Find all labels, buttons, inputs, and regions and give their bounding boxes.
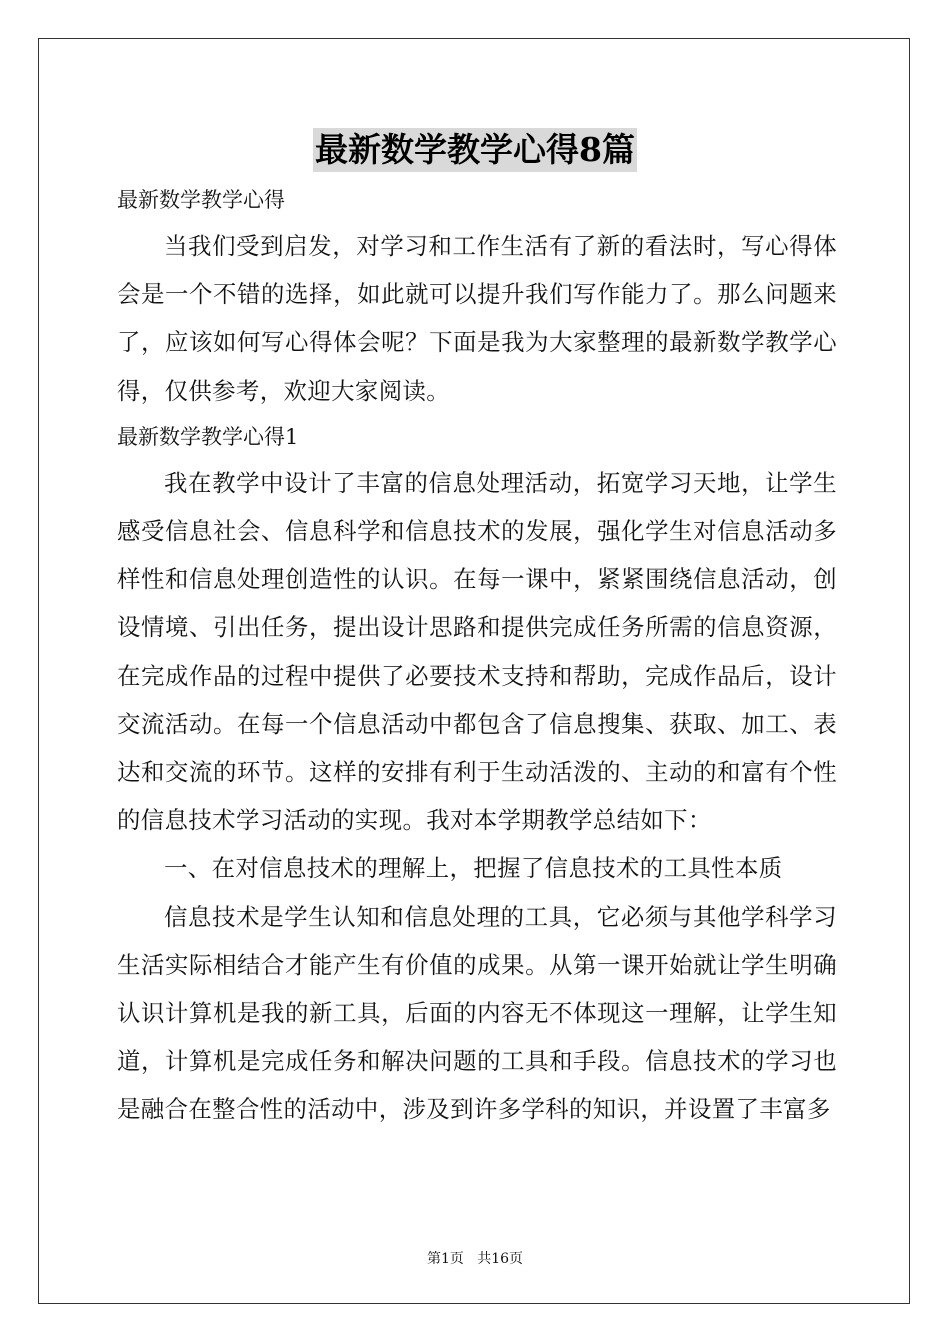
section1-paragraph-1: 我在教学中设计了丰富的信息处理活动，拓宽学习天地，让学生感受信息社会、信息科学和信息技术的发展，强化学生对信息活动多样性和信息处理创造性的认识。在每一课中，紧紧围绕信息活动，创设情境、引出任务，提出设计思路和提供完成任务所需的信息资源，在完成作品的过程中提供了必要技术支持和帮助，完成作品后，设计交流活动。在每一个信息活动中都包含了信息搜集、获取、加工、表达和交流的环节。这样的安排有利于生动活泼的、主动的和富有个性的信息技术学习活动的实现。我对本学期教学总结如下：: [117, 468, 837, 835]
section1-point-1: 一、在对信息技术的理解上，把握了信息技术的工具性本质: [164, 854, 783, 883]
intro-paragraph: 当我们受到启发，对学习和工作生活有了新的看法时，写心得体会是一个不错的选择，如此就可以提升我们写作能力了。那么问题来了，应该如何写心得体会呢？下面是我为大家整理的最新数学教学心得，仅供参考，欢迎大家阅读。: [117, 232, 837, 405]
page-footer: 第1页 共16页: [426, 1251, 524, 1267]
section1-heading: 最新数学教学心得1: [117, 424, 299, 449]
document-body: [117, 178, 837, 1134]
document-title: 最新数学教学心得8篇: [313, 128, 637, 172]
title-container: [0, 128, 950, 172]
section1-paragraph-2: 信息技术是学生认知和信息处理的工具，它必须与其他学科学习生活实际相结合才能产生有价值的成果。从第一课开始就让学生明确认识计算机是我的新工具，后面的内容无不体现这一理解，让学生知道，计算机是完成任务和解决问题的工具和手段。信息技术的学习也是融合在整合性的活动中，涉及到许多学科的知识，并设置了丰富多: [117, 902, 837, 1124]
intro-heading: 最新数学教学心得: [117, 188, 285, 212]
